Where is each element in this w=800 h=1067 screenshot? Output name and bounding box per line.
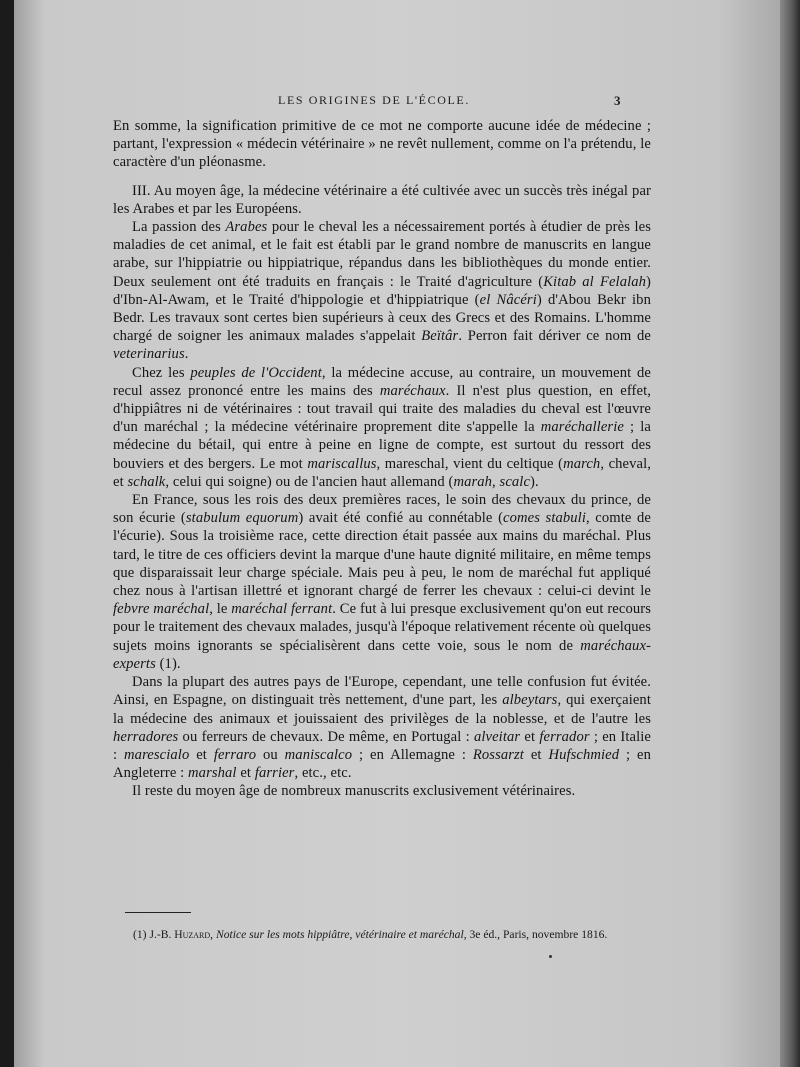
text-run: ; en Angleterre : [113, 746, 652, 782]
text-run: ) d'Ibn-Al-Awam, et le Traité d'hippologie et d'hippiatrique ( [113, 273, 652, 308]
text-run: ) d'Abou Bekr ibn Bedr. Les travaux sont certes bien supérieurs à ceux des Grecs et des Romains. L'homme chargé de soigner les animaux malades s'appelait [113, 291, 651, 345]
text-run: , la médecine accuse, au contraire, un mouvement de recul assez prononcé entre les mains des [113, 364, 651, 399]
italic-term: ferrador [539, 728, 590, 745]
page-header [14, 93, 780, 111]
footnote: (1) J.-B. Huzard, Notice sur les mots hippiâtre, vétérinaire et maréchal, 3e éd., Paris, novembre 1816. [133, 928, 608, 941]
italic-term: stabulum equorum [185, 510, 299, 527]
italic-term: marshal [188, 765, 237, 782]
italic-term: maréchaux-experts [113, 637, 651, 672]
text-run: III. Au moyen âge, la médecine vétérinaire a été cultivée avec un succès très inégal par les Arabes et par les Européens. [113, 182, 651, 217]
italic-term: Hufschmied [548, 746, 620, 763]
text-run: . Ce fut à lui presque exclusivement qu'on eut recours pour le traitement des chevaux malades, jusqu'à l'époque relativement récente où quelques sujets moins ignorants se spécialisèrent dans cette voie, sous le nom de [113, 601, 651, 654]
italic-term: maréchaux [379, 382, 446, 399]
text-run: ; en Italie : [113, 728, 651, 763]
text-run: , cheval, et [113, 455, 651, 490]
footnote-marker: (1) [133, 928, 147, 941]
italic-term: maréchallerie [540, 419, 624, 436]
italic-term: Beïtâr [421, 328, 459, 345]
text-run: et [523, 746, 549, 763]
page-number: 3 [614, 93, 621, 108]
paragraph [113, 182, 651, 218]
italic-term: marah, scalc [453, 473, 531, 490]
book-page [14, 0, 780, 1067]
text-run: , etc., etc. [294, 765, 352, 782]
text-run: et [520, 728, 540, 745]
text-run: , le [209, 601, 232, 618]
text-run: En somme, la signification primitive de ce mot ne comporte aucune idée de médecine ; partant, l'expression « médecin vétérinaire » ne revêt nullement, comme on l'a prétendu, le caractère d'un pléonasme. [113, 118, 651, 171]
italic-term: farrier [254, 765, 295, 782]
italic-term: Rossarzt [472, 746, 524, 763]
page-edge-shadow [780, 0, 800, 1067]
paragraph [113, 491, 651, 673]
italic-term: Kitab al Felalah [543, 273, 647, 290]
italic-term: peuples de l'Occident [190, 364, 322, 381]
italic-term: Arabes [225, 219, 268, 236]
text-run: et [236, 765, 255, 782]
text-run: , celui qui soigne) ou de l'ancien haut allemand ( [165, 473, 454, 490]
text-run: , comte de l'écurie). Sous la troisième race, cette direction était passée aux mains du maréchal. Plus tard, le titre de ces officiers devint la marque d'une haute dignité militaire, en même temps que disparaissait leur charge spéciale. Mais peu à peu, le nom de maréchal fut appliqué chez nous à l'artisan illettré et ignorant chargé de ferrer les chevaux : celui-ci devint le [113, 510, 651, 600]
text-run: Dans la plupart des autres pays de l'Europe, cependant, une telle confusion fut évitée. Ainsi, en Espagne, on distinguait très nettement, d'une part, les [113, 674, 651, 709]
text-run: ). [530, 473, 539, 490]
paragraph [113, 218, 651, 364]
text-run: , mareschal, vient du celtique ( [376, 455, 564, 472]
paragraph [113, 782, 651, 800]
italic-term: veterinarius [113, 346, 185, 363]
text-run: En France, sous les rois des deux premières races, le soin des chevaux du prince, de son écurie ( [113, 492, 651, 527]
footnote-details: , 3e éd., Paris, novembre 1816. [463, 928, 608, 941]
italic-term: comes stabuli [503, 510, 586, 527]
paragraph [113, 364, 651, 491]
italic-term: maréchal ferrant [231, 601, 333, 618]
text-run: ) avait été confié au connétable ( [298, 510, 504, 527]
italic-term: ferraro [213, 746, 257, 763]
paper-speck [549, 955, 552, 958]
text-run: et [189, 746, 214, 763]
footnote-title: Notice sur les mots hippiâtre, vétérinaire et maréchal [215, 928, 464, 941]
footnote-rule [125, 912, 191, 913]
paragraph [113, 673, 651, 782]
italic-term: schalk [127, 473, 166, 490]
running-title: LES ORIGINES DE L'ÉCOLE. [278, 93, 470, 107]
text-run: La passion des [132, 219, 226, 236]
italic-term: herradores [113, 728, 179, 745]
text-run: ou [256, 746, 285, 763]
italic-term: febvre maréchal [113, 601, 210, 618]
italic-term: el Nâcéri [479, 291, 537, 308]
text-run: pour le cheval les a nécessairement portés à étudier de près les maladies de cet animal, et le fait est établi par le grand nombre de manuscrits en langue arabe, sur l'hippiatrie ou hippiatrique, répandus dans les bibliothèques du monde entier. Deux seulement ont été traduits en français : le Traité d'agriculture ( [113, 219, 651, 290]
text-run: (1). [155, 655, 181, 672]
text-run: ; la médecine du bétail, qui entre à peine en ligne de compte, est surtout du ressort des bouviers et des bergers. Le mot [113, 419, 651, 472]
italic-term: march [563, 455, 601, 472]
italic-term: alveitar [473, 728, 521, 745]
text-run: , qui exerçaient la médecine des animaux et jouissaient des privilèges de la noblesse, et de l'autre les [113, 692, 651, 727]
paragraph [113, 117, 651, 172]
text-run: ou ferreurs de chevaux. De même, en Portugal : [178, 728, 474, 745]
footnote-author: J.-B. Huzard [149, 928, 211, 941]
italic-term: mariscallus [307, 455, 377, 472]
main-text [113, 117, 651, 801]
text-run: ; en Allemagne : [352, 746, 473, 763]
text-run: . Il n'est plus question, en effet, d'hippiâtres ni de vétérinaires : tout travail qui traite des maladies du cheval est l'œuvre d'un maréchal ; la médecine vétérinaire proprement dite s'appelle la [113, 382, 651, 436]
italic-term: albeytars [502, 692, 558, 709]
italic-term: marescialo [124, 746, 190, 763]
text-run: Il reste du moyen âge de nombreux manuscrits exclusivement vétérinaires. [132, 783, 576, 800]
text-run: . Perron fait dériver ce nom de [458, 328, 651, 345]
text-run: . [184, 346, 189, 363]
text-run: Chez les [132, 364, 191, 381]
italic-term: maniscalco [284, 746, 353, 763]
